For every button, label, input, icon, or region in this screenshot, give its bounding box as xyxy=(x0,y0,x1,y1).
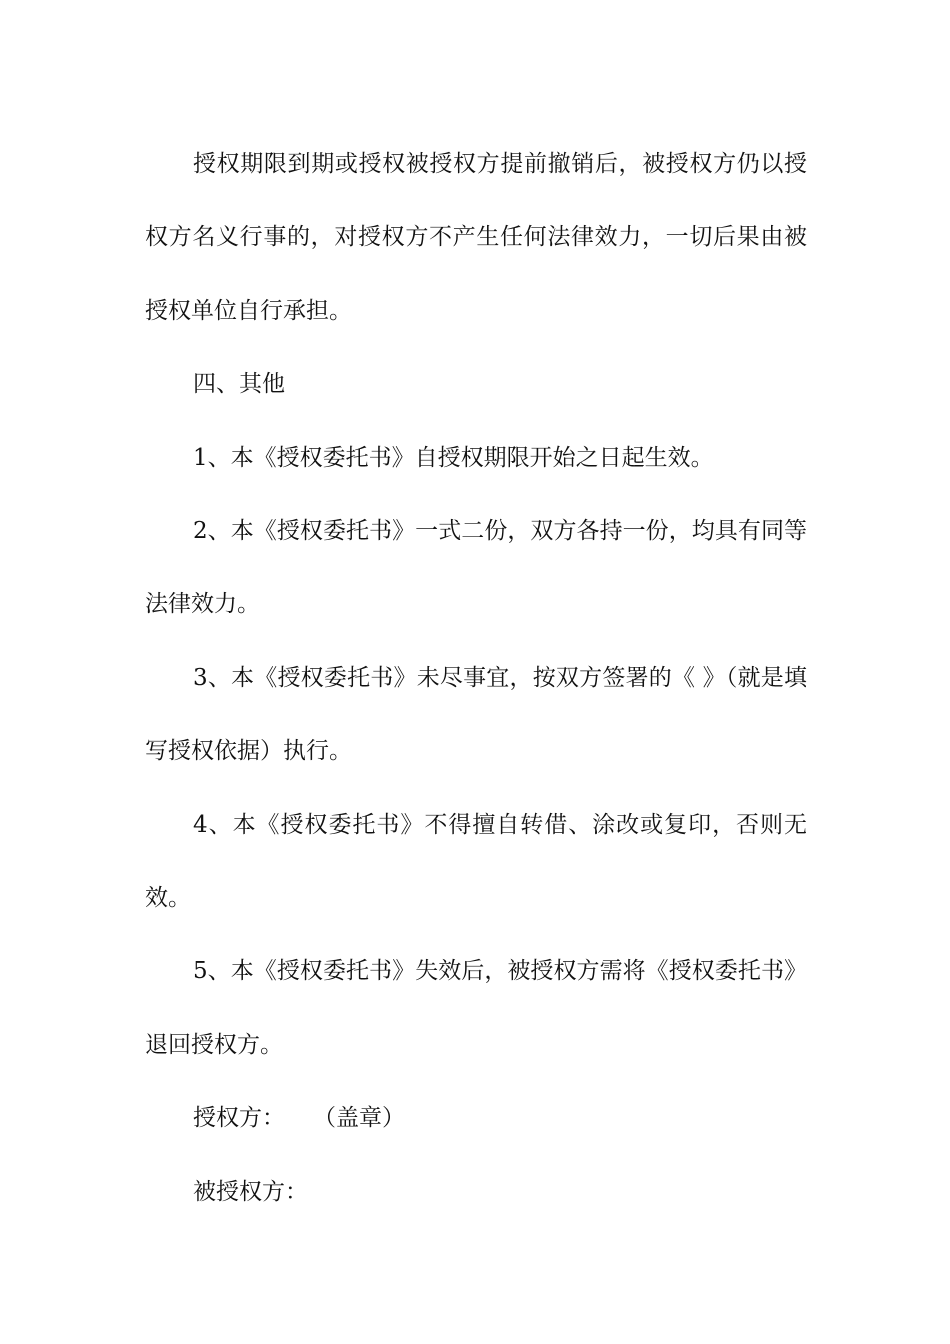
clause-2: 2、本《授权委托书》一式二份，双方各持一份，均具有同等法律效力。 xyxy=(145,518,807,618)
clause-4: 4、本《授权委托书》不得擅自转借、涂改或复印，否则无效。 xyxy=(145,811,807,912)
clause-5: 5、本《授权委托书》失效后，被授权方需将《授权委托书》退回授权方。 xyxy=(145,958,807,1058)
document-body xyxy=(145,128,807,1229)
clause-3: 3、本《授权委托书》未尽事宜，按双方签署的《 》（就是填写授权依据）执行。 xyxy=(145,664,807,765)
section-heading-other: 四、其他 xyxy=(193,371,285,398)
seal-note: （盖章） xyxy=(313,1105,405,1132)
grantor-signature-line xyxy=(193,1082,807,1155)
paragraph-revocation-effect: 授权期限到期或授权被授权方提前撤销后，被授权方仍以授权方名义行事的，对授权方不产生任何法律效力，一切后果由被授权单位自行承担。 xyxy=(145,151,807,324)
clause-1: 1、本《授权委托书》自授权期限开始之日起生效。 xyxy=(193,444,714,471)
grantor-label: 授权方： xyxy=(193,1105,285,1132)
grantee-signature-line xyxy=(193,1156,807,1229)
grantee-label: 被授权方： xyxy=(193,1178,308,1205)
